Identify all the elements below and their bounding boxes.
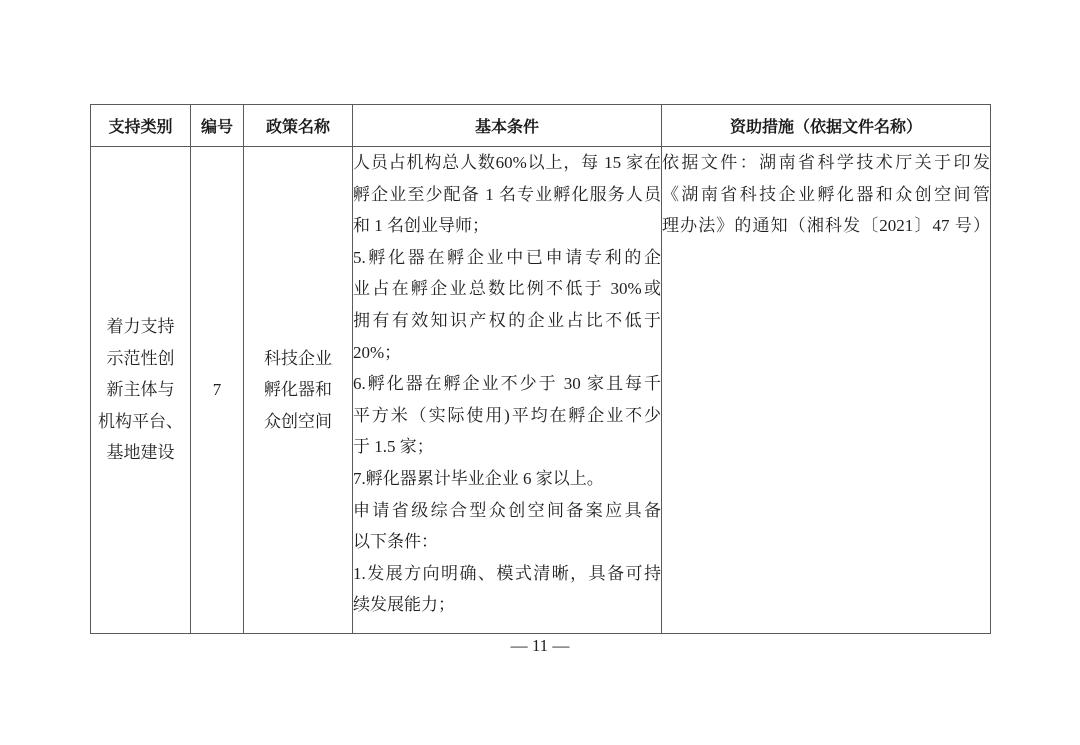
page-number: — 11 — xyxy=(510,636,570,655)
policy-name-line: 科技企业 xyxy=(264,348,332,368)
condition-line: 拥有有效知识产权的企业占比不低于 xyxy=(353,310,661,330)
condition-line: 20%； xyxy=(353,342,402,362)
category-cell xyxy=(91,147,191,634)
condition-line: 孵企业至少配备 1 名专业孵化服务人员 xyxy=(353,184,661,204)
header-number: 编号 xyxy=(191,105,244,147)
support-measures-cell xyxy=(662,147,991,634)
condition-line: 业占在孵企业总数比例不低于 30%或 xyxy=(353,279,661,299)
category-line: 机构平台、 xyxy=(98,411,183,431)
condition-line: 以下条件： xyxy=(353,532,438,552)
category-line: 基地建设 xyxy=(106,443,175,463)
condition-line: 续发展能力； xyxy=(353,595,455,615)
category-line: 着力支持 xyxy=(106,317,175,337)
condition-line: 于 1.5 家； xyxy=(353,437,434,457)
number-cell xyxy=(191,147,244,634)
policy-table xyxy=(90,104,991,634)
condition-line: 平方米（实际使用)平均在孵企业不少 xyxy=(353,405,661,425)
header-support-measures: 资助措施（依据文件名称） xyxy=(662,105,991,147)
condition-line: 1.发展方向明确、模式清晰，具备可持 xyxy=(353,563,661,583)
table-row xyxy=(91,147,991,634)
condition-line: 人员占机构总人数60%以上，每 15 家在 xyxy=(353,153,661,172)
category-line: 新主体与 xyxy=(106,380,175,400)
policy-name-line: 众创空间 xyxy=(264,411,332,431)
condition-line: 申请省级综合型众创空间备案应具备 xyxy=(353,500,661,520)
policy-name-line: 孵化器和 xyxy=(264,380,332,400)
support-line: 依据文件：湖南省科学技术厅关于印发 xyxy=(662,153,990,172)
table-header-row xyxy=(91,105,991,147)
header-support-category: 支持类别 xyxy=(91,105,191,147)
header-basic-conditions: 基本条件 xyxy=(353,105,662,147)
policy-name-cell xyxy=(244,147,353,634)
condition-line: 5.孵化器在孵企业中已申请专利的企 xyxy=(353,247,661,267)
category-line: 示范性创 xyxy=(106,348,175,368)
conditions-cell xyxy=(353,147,662,634)
condition-line: 和 1 名创业导师； xyxy=(353,216,489,236)
condition-line: 7.孵化器累计毕业企业 6 家以上。 xyxy=(353,468,604,488)
support-line: 《湖南省科技企业孵化器和众创空间管 xyxy=(662,184,990,204)
support-line: 理办法》的通知（湘科发〔2021〕47 号） xyxy=(662,216,990,236)
header-policy-name: 政策名称 xyxy=(244,105,353,147)
condition-line: 6.孵化器在孵企业不少于 30 家且每千 xyxy=(353,374,661,394)
row-number: 7 xyxy=(212,380,222,400)
